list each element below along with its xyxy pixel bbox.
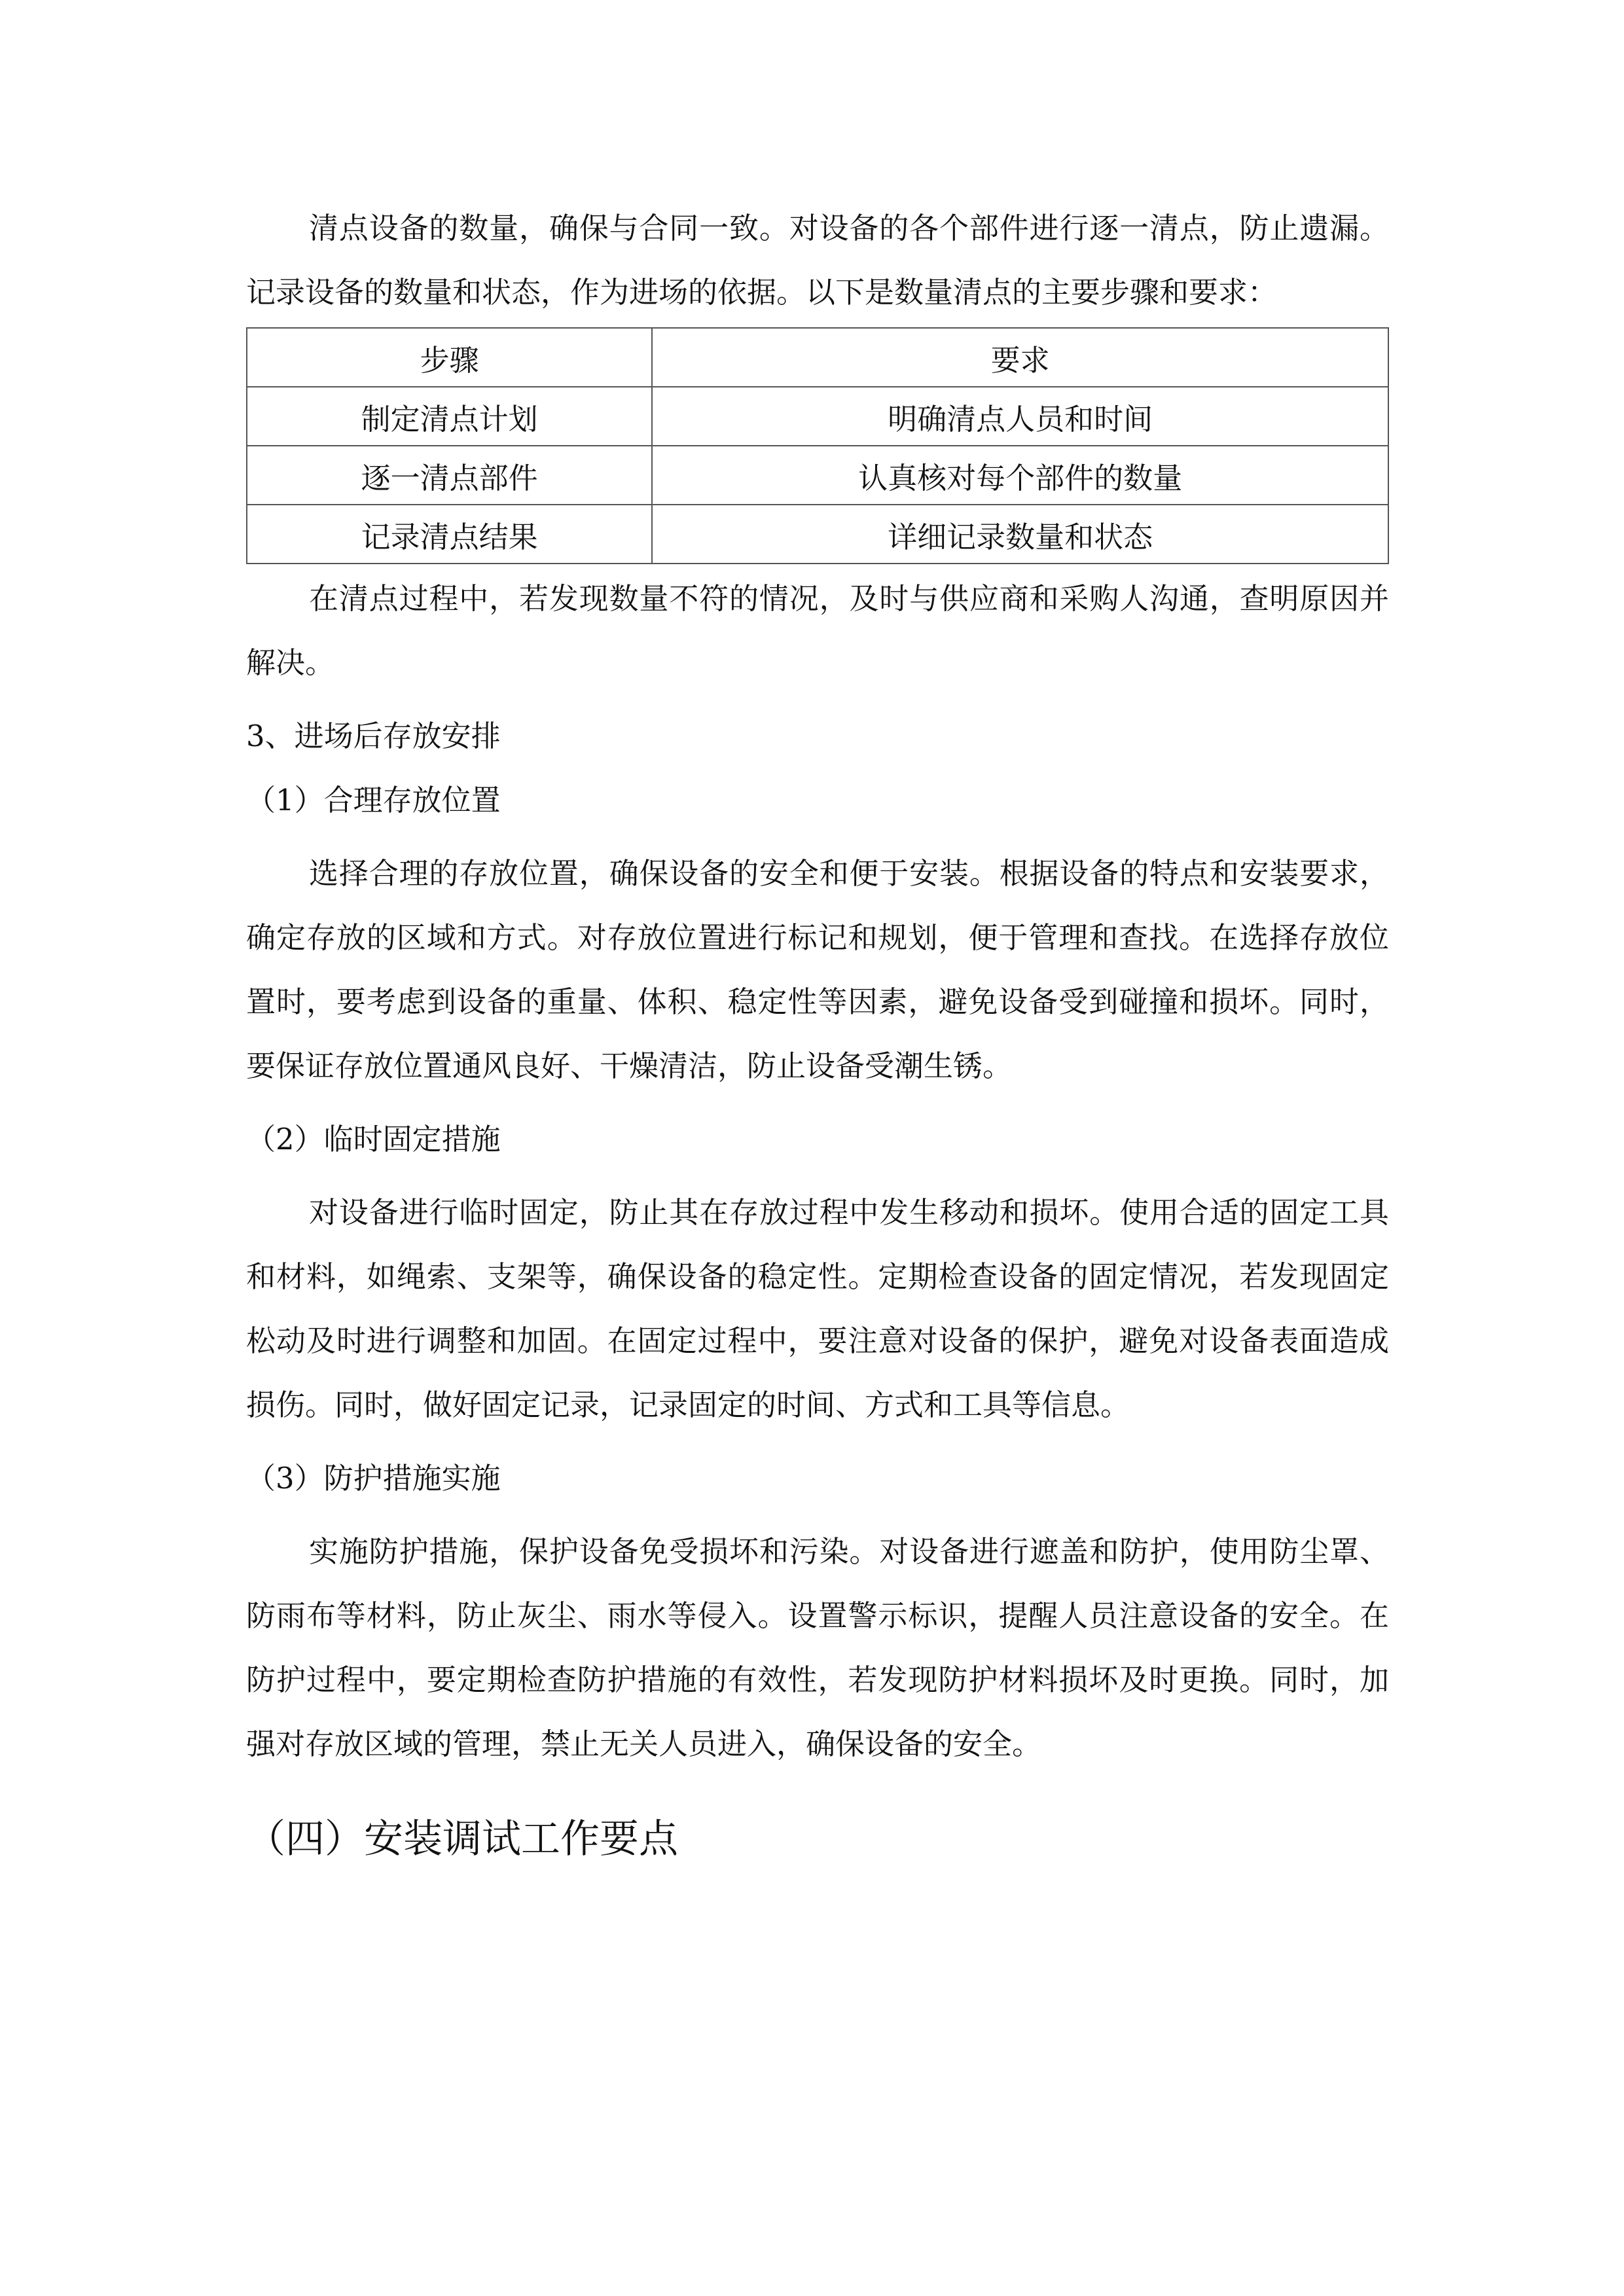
subsection-3-paragraph: 实施防护措施，保护设备免受损坏和污染。对设备进行遮盖和防护，使用防尘罩、防雨布等材料，防止灰尘、雨水等侵入。设置警示标识，提醒人员注意设备的安全。在防护过程中，要定期检查防护措施的有效性，若发现防护材料损坏及时更换。同时，加强对存放区域的管理，禁止无关人员进入，确保设备的安全。 <box>246 1534 1389 1761</box>
subsection-3-heading: （3）防护措施实施 <box>246 1461 501 1496</box>
table-row <box>247 446 1388 505</box>
table-cell: 详细记录数量和状态 <box>652 505 1388 564</box>
table-header-cell: 要求 <box>652 328 1388 387</box>
after-table-paragraph: 在清点过程中，若发现数量不符的情况，及时与供应商和采购人沟通，查明原因并解决。 <box>246 581 1389 680</box>
table-header-row <box>247 328 1388 387</box>
table-row <box>247 505 1388 564</box>
table-cell: 认真核对每个部件的数量 <box>652 446 1388 505</box>
intro-paragraph: 清点设备的数量，确保与合同一致。对设备的各个部件进行逐一清点，防止遗漏。记录设备的数量和状态，作为进场的依据。以下是数量清点的主要步骤和要求： <box>246 211 1389 310</box>
counting-steps-table <box>246 327 1389 564</box>
section-3-heading: 3、进场后存放安排 <box>246 719 501 753</box>
document-page <box>246 196 1389 1878</box>
subsection-2-paragraph: 对设备进行临时固定，防止其在存放过程中发生移动和损坏。使用合适的固定工具和材料，如绳索、支架等，确保设备的稳定性。定期检查设备的固定情况，若发现固定松动及时进行调整和加固。在固定过程中，要注意对设备的保护，避免对设备表面造成损伤。同时，做好固定记录，记录固定的时间、方式和工具等信息。 <box>246 1195 1389 1422</box>
table-cell: 明确清点人员和时间 <box>652 387 1388 446</box>
table-cell: 记录清点结果 <box>247 505 652 564</box>
subsection-1-heading: （1）合理存放位置 <box>246 783 501 817</box>
table-cell: 逐一清点部件 <box>247 446 652 505</box>
table-row <box>247 387 1388 446</box>
section-4-heading: （四）安装调试工作要点 <box>246 1816 678 1862</box>
subsection-1-paragraph: 选择合理的存放位置，确保设备的安全和便于安装。根据设备的特点和安装要求，确定存放的区域和方式。对存放位置进行标记和规划，便于管理和查找。在选择存放位置时，要考虑到设备的重量、体积、稳定性等因素，避免设备受到碰撞和损坏。同时，要保证存放位置通风良好、干燥清洁，防止设备受潮生锈。 <box>246 856 1389 1083</box>
subsection-2-heading: （2）临时固定措施 <box>246 1122 501 1157</box>
table-header-cell: 步骤 <box>247 328 652 387</box>
table-cell: 制定清点计划 <box>247 387 652 446</box>
